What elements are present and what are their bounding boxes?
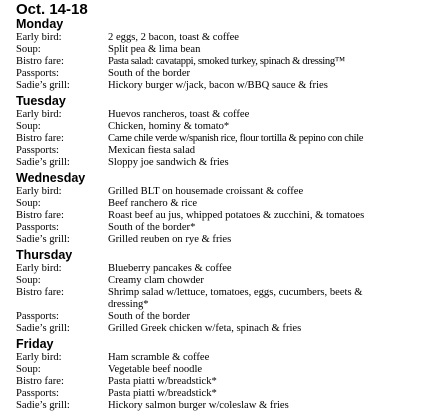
menu-row-value: Shrimp salad w/lettuce, tomatoes, eggs, cucumbers, beets & <box>108 287 363 298</box>
menu-row-value: Chicken, hominy & tomato* <box>108 121 230 132</box>
menu-row <box>16 79 446 92</box>
day-heading-thursday: Thursday <box>16 248 73 262</box>
menu-row-label: Bistro fare: <box>16 56 64 67</box>
menu-row-label: Soup: <box>16 275 41 286</box>
menu-row-label: Early bird: <box>16 263 62 274</box>
menu-row-value: Hickory burger w/jack, bacon w/BBQ sauce & fries <box>108 80 328 91</box>
menu-row-label: Passports: <box>16 311 59 322</box>
menu-row-value: Grilled reuben on rye & fries <box>108 234 232 245</box>
menu-row <box>16 286 446 299</box>
menu-row-value: Vegetable beef noodle <box>108 364 203 375</box>
menu-row <box>16 399 446 412</box>
menu-row-label: Early bird: <box>16 186 62 197</box>
menu-row <box>16 156 446 169</box>
menu-row-value: South of the border <box>108 68 191 79</box>
menu-row-label: Bistro fare: <box>16 287 64 298</box>
day-heading-monday: Monday <box>16 17 64 31</box>
menu-row-label: Soup: <box>16 364 41 375</box>
menu-row-value: Beef ranchero & rice <box>108 198 198 209</box>
menu-row-value: South of the border <box>108 311 191 322</box>
day-heading-friday: Friday <box>16 337 54 351</box>
menu-row-label: Early bird: <box>16 32 62 43</box>
menu-row-value: Grilled BLT on housemade croissant & coffee <box>108 186 304 197</box>
menu-row-label: Sadie’s grill: <box>16 80 70 91</box>
menu-row-continuation: dressing* <box>108 299 149 310</box>
menu-row-label: Sadie’s grill: <box>16 323 70 334</box>
menu-row-label: Bistro fare: <box>16 376 64 387</box>
menu-row-value: Split pea & lima bean <box>108 44 201 55</box>
menu-row-value: Sloppy joe sandwich & fries <box>108 157 229 168</box>
menu-row-label: Early bird: <box>16 109 62 120</box>
menu-row-label: Sadie’s grill: <box>16 157 70 168</box>
menu-row-label: Early bird: <box>16 352 62 363</box>
menu-row-value: Ham scramble & coffee <box>108 352 210 363</box>
menu-row-label: Bistro fare: <box>16 210 64 221</box>
menu-row-label: Soup: <box>16 198 41 209</box>
menu-row-value: Roast beef au jus, whipped potatoes & zucchini, & tomatoes <box>108 210 365 221</box>
day-heading-wednesday: Wednesday <box>16 171 86 185</box>
menu-row-label: Passports: <box>16 68 59 79</box>
menu-row-label: Soup: <box>16 121 41 132</box>
menu-row-value: Carne chile verde w/spanish rice, flour tortilla & pepino con chile <box>108 133 364 144</box>
menu-row-label: Passports: <box>16 388 59 399</box>
menu-row-value: Hickory salmon burger w/coleslaw & fries <box>108 400 289 411</box>
menu-row <box>16 233 446 246</box>
menu-row-value: Grilled Greek chicken w/feta, spinach & fries <box>108 323 302 334</box>
menu-row-value: Pasta salad: cavatappi, smoked turkey, spinach & dressing™ <box>108 56 345 67</box>
menu-row-label: Passports: <box>16 222 59 233</box>
menu-row-label: Sadie’s grill: <box>16 400 70 411</box>
menu-row-value: Mexican fiesta salad <box>108 145 196 156</box>
menu-row-value: South of the border* <box>108 222 196 233</box>
menu-row-value: Huevos rancheros, toast & coffee <box>108 109 250 120</box>
menu-row-value: Creamy clam chowder <box>108 275 204 286</box>
menu-row <box>16 322 446 335</box>
menu-row-label: Passports: <box>16 145 59 156</box>
menu-row-value: Pasta piatti w/breadstick* <box>108 376 217 387</box>
day-heading-tuesday: Tuesday <box>16 94 66 108</box>
menu-row-label: Sadie’s grill: <box>16 234 70 245</box>
menu-title: Oct. 14-18 <box>16 1 88 18</box>
menu-row-label: Soup: <box>16 44 41 55</box>
menu-row-value: 2 eggs, 2 bacon, toast & coffee <box>108 32 240 43</box>
menu-row-value: Blueberry pancakes & coffee <box>108 263 232 274</box>
menu-row-value: Pasta piatti w/breadstick* <box>108 388 217 399</box>
menu-row-label: Bistro fare: <box>16 133 64 144</box>
